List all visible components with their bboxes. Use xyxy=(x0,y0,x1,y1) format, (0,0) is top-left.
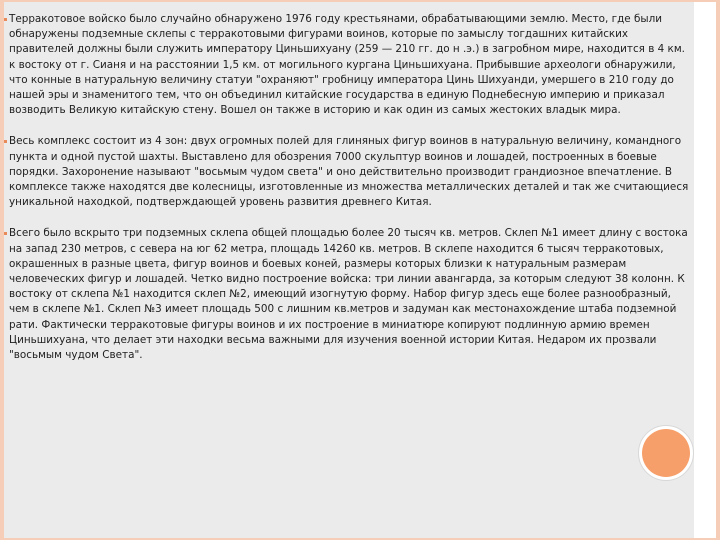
bullet-icon xyxy=(4,140,7,143)
bullet-icon xyxy=(4,18,7,21)
paragraph-vaults xyxy=(4,226,692,363)
paragraph-text: Всего было вскрыто три подземных склепа общей площадью более 20 тысяч кв. метров. Склеп №1 имеет длину с востока на запад 230 метров, с севера на юг 62 метра, площадь 14260 кв. метров. В склепе находится 6 тысяч терракотовых, окрашенных в разные цвета, фигур воинов и боевых коней, размеры которых близки к натуральным размерам человеческих фигур и лошадей. Четко видно построение войска: три линии авангарда, за которым следуют 38 колонн. К востоку от склепа №1 находится склеп №2, имеющий изогнутую форму. Набор фигур здесь еще более разнообразный, чем в склепе №1. Склеп №3 имеет площадь 500 с лишним кв.метров и задуман как местонахождение штаба подземной рати. Фактически терракотовые фигуры воинов и их построение в миниатюре копируют подлинную армию времен Циньшихуана, что делает эти находки весьма важными для изучения военной истории Китая. Недаром их прозвали "восьмым чудом Света". xyxy=(9,227,688,362)
bullet-icon xyxy=(4,232,7,235)
slide-border-right xyxy=(716,0,720,540)
slide-border-top xyxy=(0,0,720,2)
paragraph-text: Весь комплекс состоит из 4 зон: двух огромных полей для глиняных фигур воинов в натуральную величину, командного пункта и одной пустой шахты. Выставлено для обозрения 7000 скульптур воинов и лошадей, построенных в боевые порядки. Захоронение называют "восьмым чудом света" и оно действительно производит грандиозное впечатление. В комплексе также находятся две колесницы, изготовленные из множества металлических деталей и так же считающиеся уникальной находкой, подтверждающей уровень развития древнего Китая. xyxy=(9,135,689,209)
paragraph-text: Терракотовое войско было случайно обнаружено 1976 году крестьянами, обрабатывающими землю. Место, где были обнаружены подземные склепы с терракотовыми фигурами воинов, которые по замыслу тогдашних китайских правителей должны были служить императору Циньшихуану (259 — 210 гг. до н .э.) в загробном мире, находится в 4 км. к востоку от г. Сианя и на расстоянии 1,5 км. от могильного кургана Циньшихуана. Прибывшие археологи обнаружили, что конные в натуральную величину статуи "охраняют" гробницу императора Цинь Шихуанди, умершего в 210 году до нашей эры и знаменитого тем, что он объединил китайские государства в единую Поднебесную империю и приказал возводить Великую китайскую стену. Вошел он также в историю и как один из самых жестоких владык мира. xyxy=(9,13,685,117)
slide-body xyxy=(4,12,692,379)
paragraph-complex xyxy=(4,134,692,210)
decorative-circle-icon xyxy=(642,429,690,477)
paragraph-discovery xyxy=(4,12,692,118)
